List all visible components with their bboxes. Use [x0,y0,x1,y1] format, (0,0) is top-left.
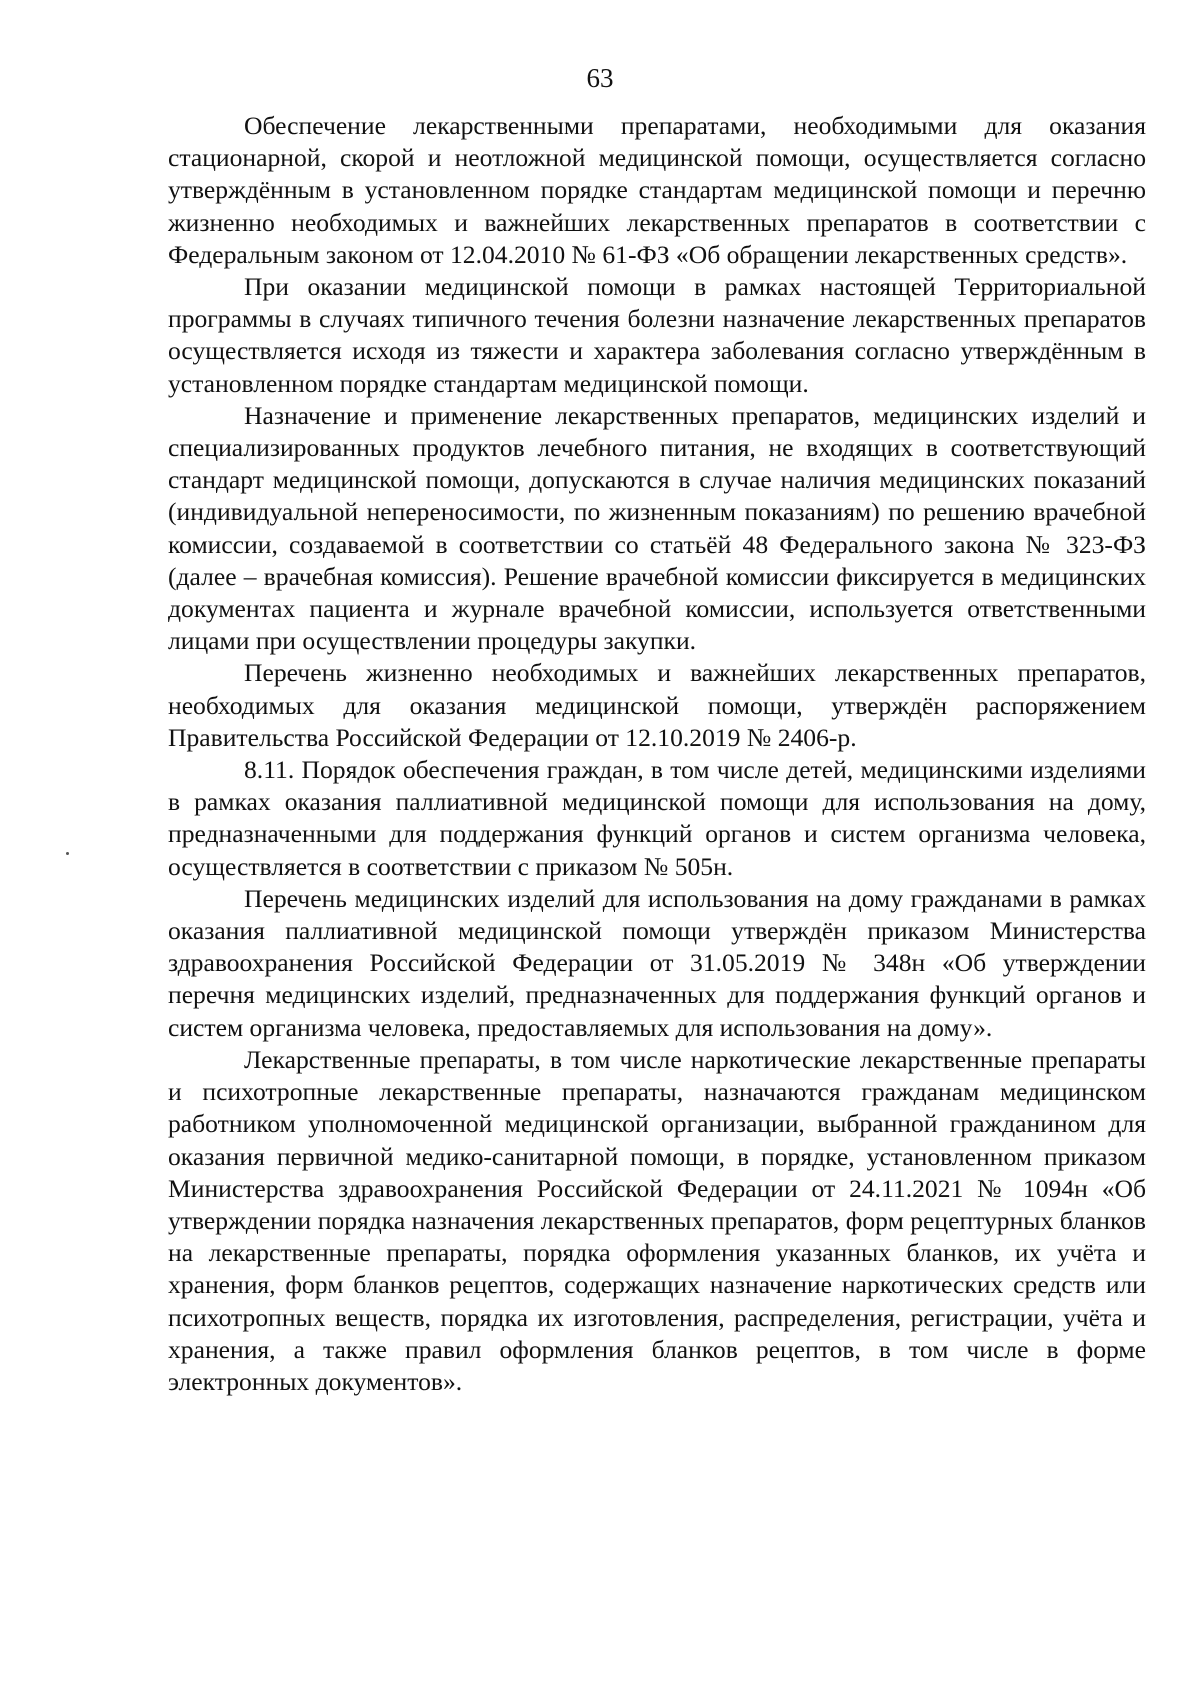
paragraph-section-8-11: 8.11. Порядок обеспечения граждан, в том числе детей, медицинскими изделиями в рамках оказания паллиативной медицинской помощи для использования на дому, предназначенными для поддержания функций органов и систем организма человека, осуществляется в соответствии с приказом № 505н. [168,755,1146,881]
document-body [168,110,1146,1398]
page-number: 63 [586,63,614,93]
scan-dot-mark [66,852,69,855]
paragraph-drug-prescription-standards: При оказании медицинской помощи в рамках настоящей Территориальной программы в случаях типичного течения болезни назначение лекарственных препаратов осуществляется исходя из тяжести и характера заболевания согласно утверждённым в установленном порядке стандартам медицинской помощи. [168,272,1146,398]
paragraph-medical-devices-list: Перечень медицинских изделий для использования на дому гражданами в рамках оказания паллиативной медицинской помощи утверждён приказом Министерства здравоохранения Российской Федерации от 31.05.2019 № 348н «Об утверждении перечня медицинских изделий, предназначенных для поддержания функций органов и систем организма человека, предоставляемых для использования на дому». [168,883,1146,1042]
paragraph-medical-commission: Назначение и применение лекарственных препаратов, медицинских изделий и специализированных продуктов лечебного питания, не входящих в соответствующий стандарт медицинской помощи, допускаются в случае наличия медицинских показаний (индивидуальной непереносимости, по жизненным показаниям) по решению врачебной комиссии, создаваемой в соответствии со статьёй 48 Федерального закона № 323-ФЗ (далее – врачебная комиссия). Решение врачебной комиссии фиксируется в медицинских документах пациента и журнале врачебной комиссии, используется ответственными лицами при осуществлении процедуры закупки. [168,400,1146,656]
paragraph-narcotic-drugs-prescription: Лекарственные препараты, в том числе наркотические лекарственные препараты и психотропные лекарственные препараты, назначаются гражданам медицинском работником уполномоченной медицинской организации, выбранной гражданином для оказания первичной медико-санитарной помощи, в порядке, установленном приказом Министерства здравоохранения Российской Федерации от 24.11.2021 № 1094н «Об утверждении порядка назначения лекарственных препаратов, форм рецептурных бланков на лекарственные препараты, порядка оформления указанных бланков, их учёта и хранения, форм бланков рецептов, содержащих назначение наркотических средств или психотропных веществ, порядка их изготовления, распределения, регистрации, учёта и хранения, а также правил оформления бланков рецептов, в том числе в форме электронных документов». [168,1044,1146,1396]
paragraph-essential-drugs-list: Перечень жизненно необходимых и важнейших лекарственных препаратов, необходимых для оказания медицинской помощи, утверждён распоряжением Правительства Российской Федерации от 12.10.2019 № 2406-р. [168,658,1146,752]
paragraph-drug-provision-inpatient: Обеспечение лекарственными препаратами, необходимыми для оказания стационарной, скорой и неотложной медицинской помощи, осуществляется согласно утверждённым в установленном порядке стандартам медицинской помощи и перечню жизненно необходимых и важнейших лекарственных препаратов в соответствии с Федеральным законом от 12.04.2010 № 61-ФЗ «Об обращении лекарственных средств». [168,111,1146,269]
